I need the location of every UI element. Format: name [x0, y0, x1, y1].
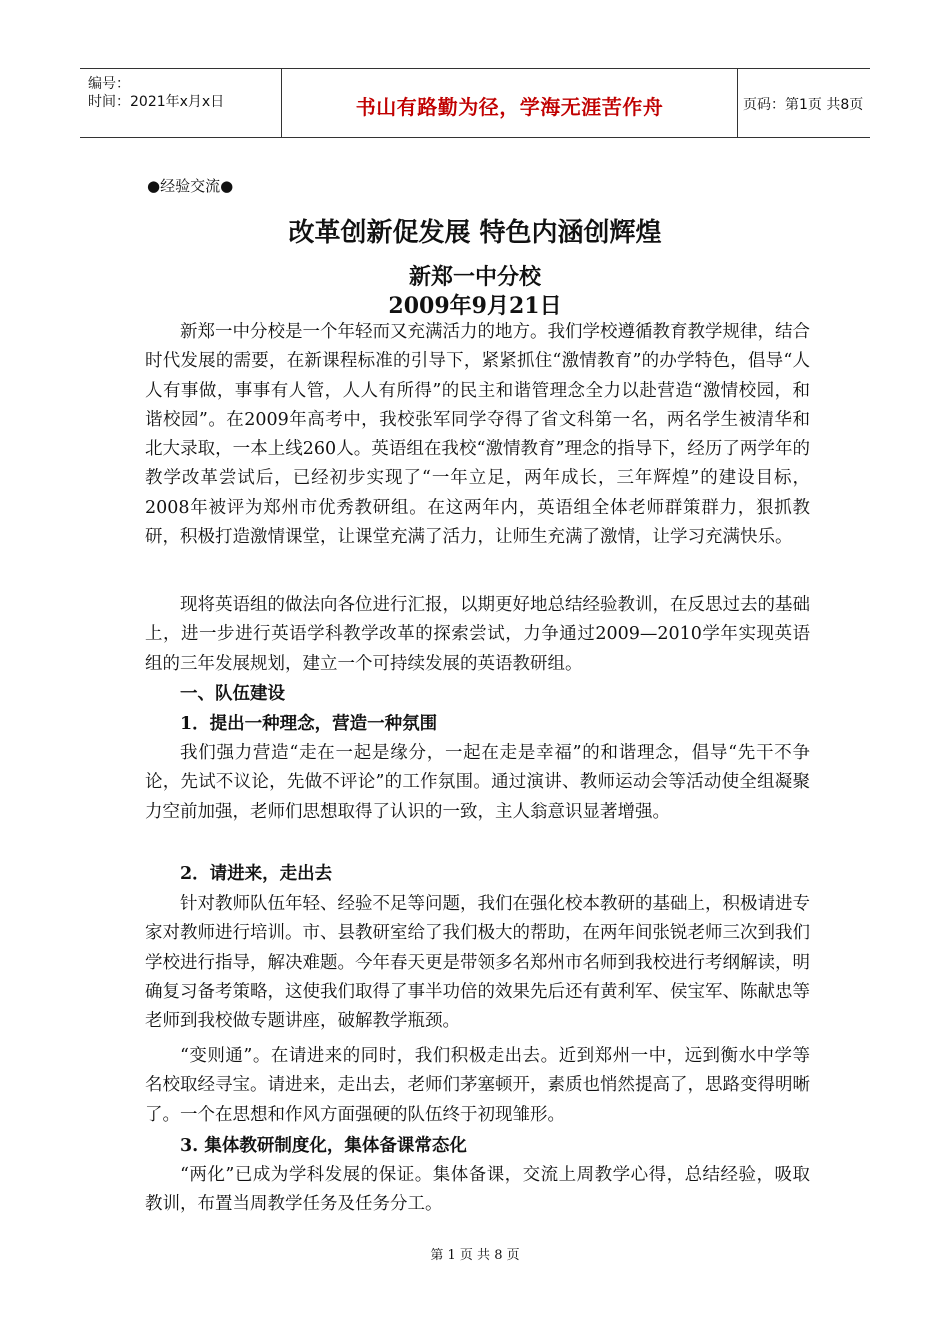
section-tag: ●经验交流●: [147, 177, 234, 195]
header-motto: 书山有路勤为径，学海无涯苦作舟: [355, 95, 664, 119]
doc-date: 2009年9月21日: [388, 293, 562, 319]
doc-number-label: 编号：: [88, 76, 130, 92]
page-header: [80, 68, 870, 138]
paragraph-go-out: “变则通”。在请进来的同时，我们积极走出去。近到郑州一中，远到衡水中学等名校取经寻宝。请进来，走出去，老师们茅塞顿开，素质也悄然提高了，思路变得明晰了。一个在思想和作风方面强硬的队伍终于初现雏形。: [145, 1046, 810, 1125]
paragraph-report: 现将英语组的做法向各位进行汇报，以期更好地总结经验教训，在反思过去的基础上，进一步进行英语学科教学改革的探索尝试，力争通过2009—2010学年实现英语组的三年发展规划，建立一个可持续发展的英语教研组。: [145, 595, 810, 674]
subheading-2: 2．请进来，走出去: [180, 864, 333, 884]
doc-time-label: 时间：2021年x月x日: [88, 94, 225, 110]
subheading-3: 3. 集体教研制度化，集体备课常态化: [180, 1136, 467, 1156]
header-page-info: 页码：第1页 共8页: [743, 97, 864, 113]
heading-team-building: 一、队伍建设: [180, 684, 285, 704]
subheading-1: 1．提出一种理念，营造一种氛围: [180, 714, 438, 734]
paragraph-philosophy: 我们强力营造“走在一起是缘分，一起在走是幸福”的和谐理念，倡导“先干不争论，先试不议论，先做不评论”的工作氛围。通过演讲、教师运动会等活动使全组凝聚力空前加强，老师们思想取得了认识的一致，主人翁意识显著增强。: [145, 743, 810, 822]
doc-title: 改革创新促发展 特色内涵创辉煌: [288, 218, 662, 248]
page-footer: 第 1 页 共 8 页: [430, 1248, 520, 1263]
paragraph-two-norms: “两化”已成为学科发展的保证。集体备课，交流上周教学心得，总结经验，吸取教训，布置当周教学任务及任务分工。: [145, 1165, 810, 1215]
header-meta: [80, 69, 280, 137]
header-motto-cell: [281, 69, 738, 137]
doc-org: 新郑一中分校: [408, 264, 541, 290]
paragraph-invite: 针对教师队伍年轻、经验不足等问题，我们在强化校本教研的基础上，积极请进专家对教师进行培训。市、县教研室给了我们极大的帮助，在两年间张锐老师三次到我们学校进行指导，解决难题。今年春天更是带领多名郑州市名师到我校进行考纲解读，明确复习备考策略，这使我们取得了事半功倍的效果先后还有黄利军、侯宝军、陈献忠等老师到我校做专题讲座，破解教学瓶颈。: [145, 894, 810, 1032]
paragraph-intro: 新郑一中分校是一个年轻而又充满活力的地方。我们学校遵循教育教学规律，结合时代发展的需要，在新课程标准的引导下，紧紧抓住“激情教育”的办学特色，倡导“人人有事做，事事有人管，人人有所得”的民主和谐管理念全力以赴营造“激情校园，和谐校园”。在2009年高考中，我校张军同学夺得了省文科第一名，两名学生被清华和北大录取，一本上线260人。英语组在我校“激情教育”理念的指导下，经历了两学年的教学改革尝试后，已经初步实现了“一年立足，两年成长，三年辉煌”的建设目标，2008年被评为郑州市优秀教研组。在这两年内，英语组全体老师群策群力，狠抓教研，积极打造激情课堂，让课堂充满了活力，让师生充满了激情，让学习充满快乐。: [145, 322, 810, 548]
header-page-cell: [737, 69, 870, 137]
